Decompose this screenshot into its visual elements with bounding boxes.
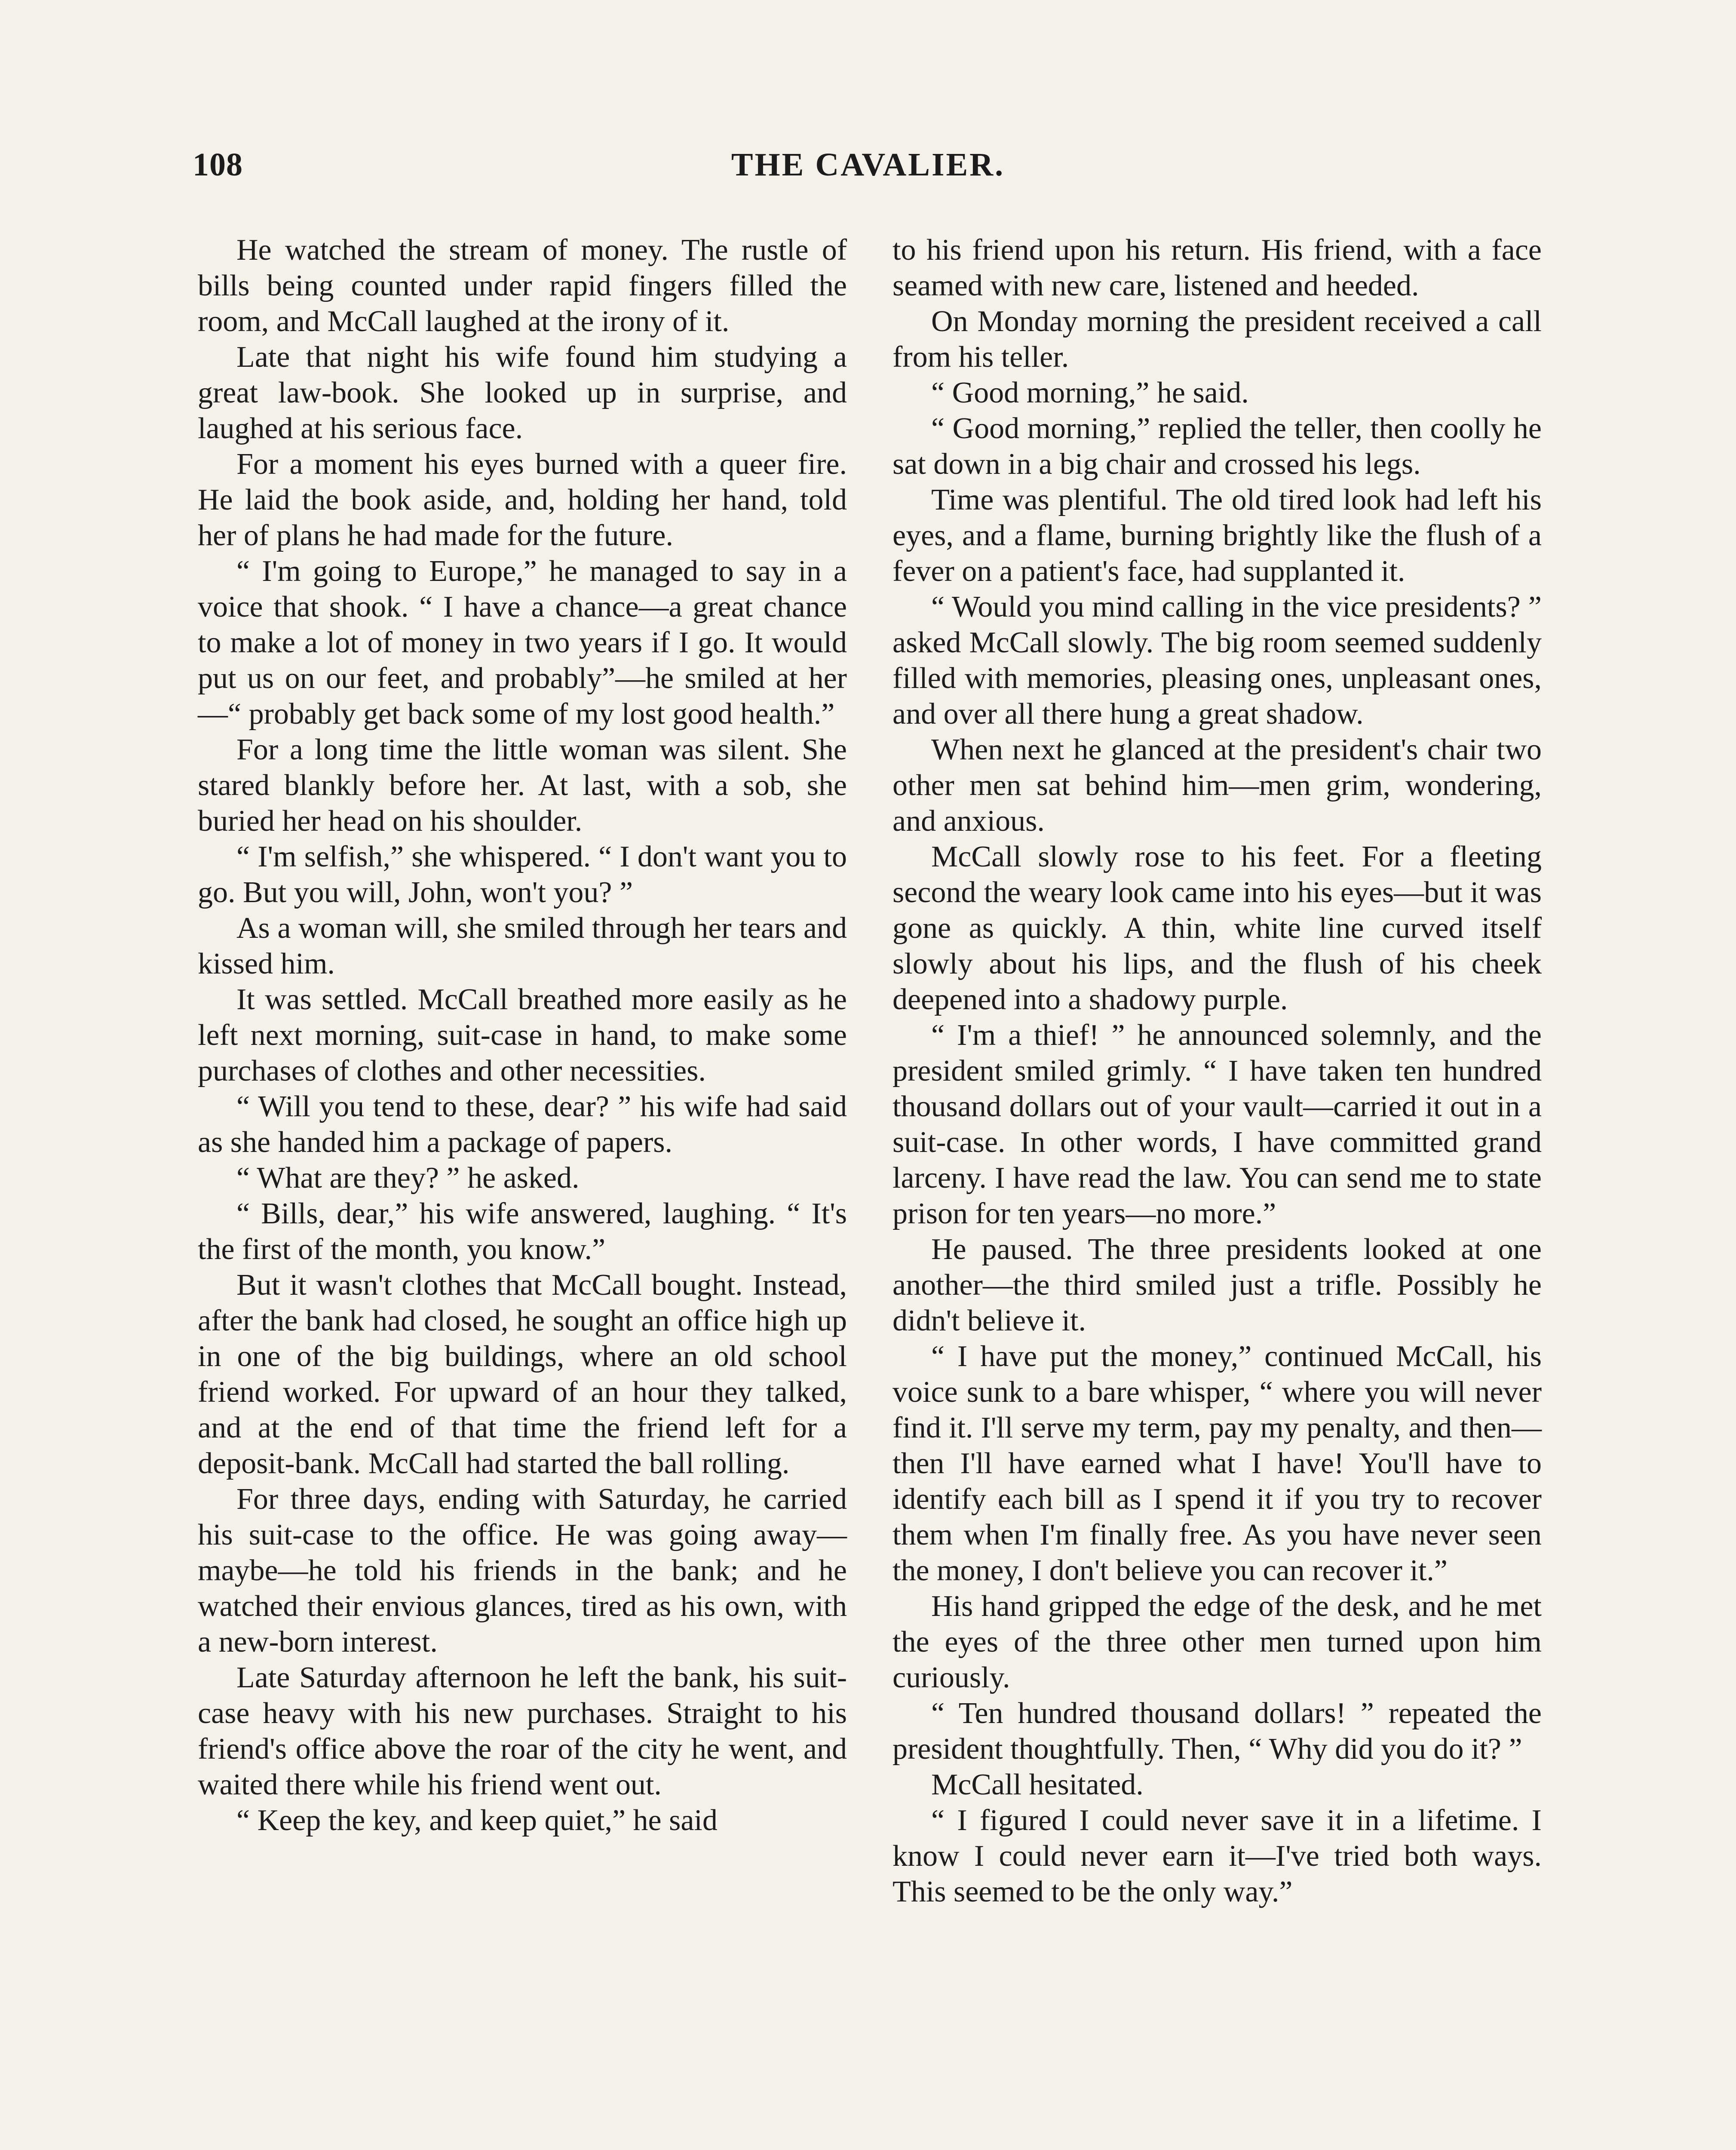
paragraph: On Monday morning the president received a call from his teller. — [893, 305, 1542, 374]
paragraph: McCall hesitated. — [931, 1768, 1144, 1801]
paragraph: “ I have put the money,” continued McCall, his voice sunk to a bare whisper, “ where you will never find it. I'll serve my term, pay my penalty, and then—then I'll have earned what I have! You'll have to identify each bill as I spend it if you try to recover them when I'm finally free. As you have never seen the money, I don't believe you can recover it.” — [893, 1340, 1542, 1587]
paragraph: “ What are they? ” he asked. — [236, 1161, 580, 1195]
paragraph: But it wasn't clothes that McCall bought. Instead, after the bank had closed, he sought an office high up in one of the big buildings, where an old school friend worked. For upward of an hour they talked, and at the end of that time the friend left for a deposit-bank. McCall had started the ball rolling. — [198, 1268, 847, 1480]
page-number: 108 — [193, 147, 243, 183]
left-column — [198, 232, 847, 1838]
paragraph: “ I'm selfish,” she whispered. “ I don't want you to go. But you will, John, won't you? ” — [198, 840, 847, 909]
paragraph: to his friend upon his return. His friend, with a face seamed with new care, listened and heeded. — [893, 233, 1542, 302]
paragraph: Time was plentiful. The old tired look had left his eyes, and a flame, burning brightly like the flush of a fever on a patient's face, had supplanted it. — [893, 483, 1542, 588]
paragraph: As a woman will, she smiled through her tears and kissed him. — [198, 912, 847, 980]
paragraph: “ Would you mind calling in the vice presidents? ” asked McCall slowly. The big room seemed suddenly filled with memories, pleasing ones, unpleasant ones, and over all there hung a great shadow. — [893, 590, 1542, 731]
paragraph: “ I figured I could never save it in a lifetime. I know I could never earn it—I've tried both ways. This seemed to be the only way.” — [893, 1804, 1542, 1908]
paragraph: He paused. The three presidents looked at one another—the third smiled just a trifle. Possibly he didn't believe it. — [893, 1233, 1542, 1337]
paragraph: It was settled. McCall breathed more easily as he left next morning, suit-case in hand, to make some purchases of clothes and other necessities. — [198, 983, 847, 1087]
paragraph: He watched the stream of money. The rustle of bills being counted under rapid fingers filled the room, and McCall laughed at the irony of it. — [198, 233, 847, 338]
running-head: THE CAVALIER. — [731, 147, 1005, 183]
paragraph: For a long time the little woman was silent. She stared blankly before her. At last, with a sob, she buried her head on his shoulder. — [198, 733, 847, 838]
paragraph: “ Bills, dear,” his wife answered, laughing. “ It's the first of the month, you know.” — [198, 1197, 847, 1266]
paragraph: “ Ten hundred thousand dollars! ” repeated the president thoughtfully. Then, “ Why did you do it? ” — [893, 1697, 1542, 1766]
paragraph: “ Good morning,” he said. — [931, 376, 1249, 409]
paragraph: “ Good morning,” replied the teller, then coolly he sat down in a big chair and crossed his legs. — [893, 412, 1542, 481]
paragraph: For three days, ending with Saturday, he carried his suit-case to the office. He was going away—maybe—he told his friends in the bank; and he watched their envious glances, tired as his own, with a new-born interest. — [198, 1483, 847, 1659]
paragraph: “ I'm going to Europe,” he managed to say in a voice that shook. “ I have a chance—a great chance to make a lot of money in two years if I go. It would put us on our feet, and probably”—he smiled at her—“ probably get back some of my lost good health.” — [198, 555, 847, 731]
paragraph: Late that night his wife found him studying a great law-book. She looked up in surprise, and laughed at his serious face. — [198, 341, 847, 445]
right-column — [893, 232, 1542, 1910]
paragraph: “ Will you tend to these, dear? ” his wife had said as she handed him a package of papers. — [198, 1090, 847, 1159]
paragraph: For a moment his eyes burned with a queer fire. He laid the book aside, and, holding her hand, told her of plans he had made for the future. — [198, 448, 847, 552]
paragraph: His hand gripped the edge of the desk, and he met the eyes of the three other men turned upon him curiously. — [893, 1590, 1542, 1694]
paragraph: “ Keep the key, and keep quiet,” he said — [236, 1804, 718, 1837]
paragraph: McCall slowly rose to his feet. For a fleeting second the weary look came into his eyes—but it was gone as quickly. A thin, white line curved itself slowly about his lips, and the flush of his cheek deepened into a shadowy purple. — [893, 840, 1542, 1016]
paragraph: “ I'm a thief! ” he announced solemnly, and the president smiled grimly. “ I have taken ten hundred thousand dollars out of your vault—carried it out in a suit-case. In other words, I have committed grand larceny. I have read the law. You can send me to state prison for ten years—no more.” — [893, 1019, 1542, 1230]
paragraph: When next he glanced at the president's chair two other men sat behind him—men grim, wondering, and anxious. — [893, 733, 1542, 838]
paragraph: Late Saturday afternoon he left the bank, his suit-case heavy with his new purchases. Straight to his friend's office above the roar of the city he went, and waited there while his friend went out. — [198, 1661, 847, 1801]
